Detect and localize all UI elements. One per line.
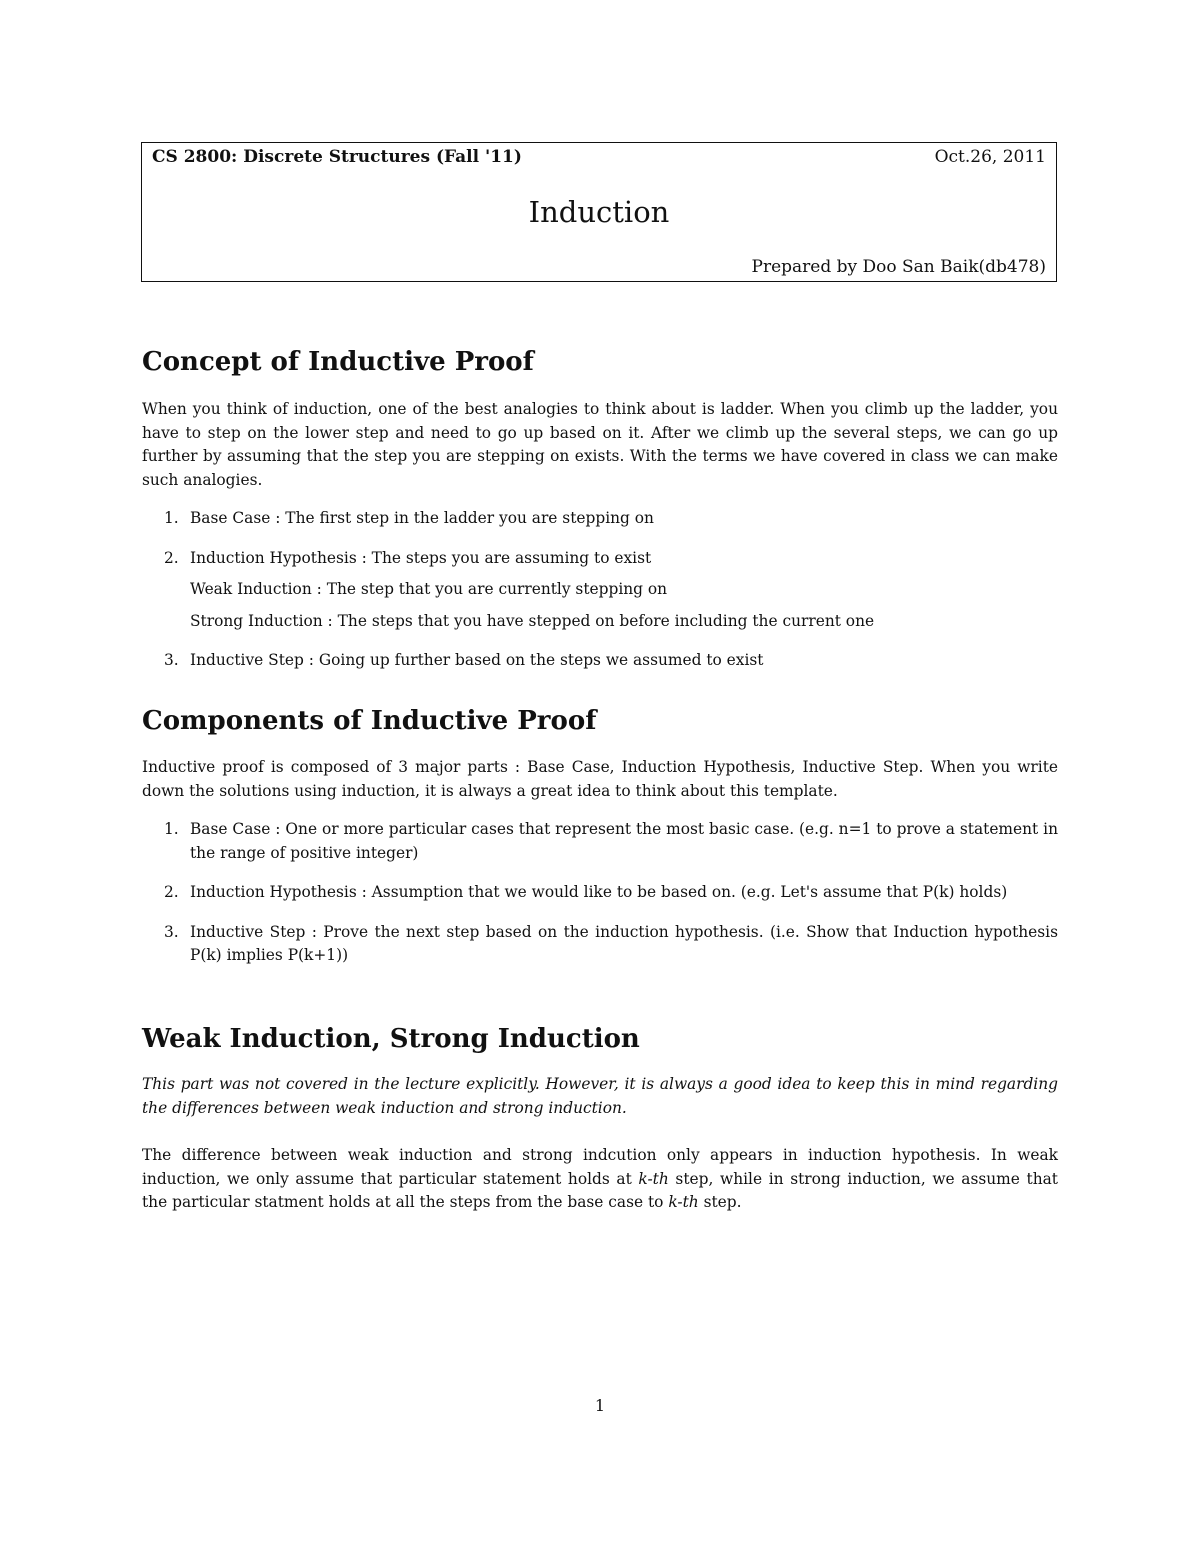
italic-note: This part was not covered in the lecture explicitly. However, it is always a good idea to keep this in mind regarding the differences between weak induction and strong induction. (142, 1075, 1058, 1117)
list-item-text: Base Case : One or more particular cases that represent the most basic case. (e.g. n=1 to prove a statement in the range of positive integer) (190, 820, 1058, 862)
paragraph-text: step. (698, 1193, 742, 1211)
list-number: 2. (164, 883, 179, 901)
list-number: 3. (164, 651, 179, 669)
list-item (142, 547, 1058, 571)
page-number: 1 (594, 1396, 606, 1415)
list-number: 2. (164, 548, 179, 567)
list-number: 1. (164, 820, 179, 838)
list-item (142, 507, 1058, 531)
list-item-text: Inductive Step : Prove the next step based on the induction hypothesis. (i.e. Show that Induction hypothesis P(k) implies P(k+1)) (190, 922, 1058, 964)
kth-term: k-th (668, 1193, 699, 1211)
list-item-text: Base Case : The first step in the ladder you are stepping on (190, 509, 654, 527)
components-list (142, 818, 1058, 968)
course-title: CS 2800: Discrete Structures (Fall '11) (152, 147, 522, 167)
header-box (141, 142, 1057, 282)
date: Oct.26, 2011 (934, 147, 1046, 167)
section-heading-concept: Concept of Inductive Proof (142, 347, 534, 377)
list-number: 3. (164, 922, 179, 941)
section-heading-components: Components of Inductive Proof (142, 706, 597, 736)
section-paragraph-components: Inductive proof is composed of 3 major parts : Base Case, Induction Hypothesis, Inductive Step. When you write down the solutions using induction, it is always a great idea to think about this template. (142, 758, 1058, 800)
section-paragraph-weak-strong (142, 1144, 1058, 1215)
list-item-text: Inductive Step : Going up further based on the steps we assumed to exist (190, 651, 764, 669)
section-heading-weak-strong: Weak Induction, Strong Induction (142, 1024, 640, 1054)
list-item-text: Induction Hypothesis : The steps you are assuming to exist (190, 548, 652, 567)
section-paragraph-concept: When you think of induction, one of the best analogies to think about is ladder. When you climb up the ladder, you have to step on the lower step and need to go up based on it. After we climb up the several steps, we can go up further by assuming that the step you are stepping on exists. With the terms we have covered in class we can make such analogies. (142, 400, 1058, 489)
list-number: 1. (164, 509, 179, 527)
document-title: Induction (528, 195, 670, 229)
sub-list-item: Weak Induction : The step that you are currently stepping on (190, 580, 668, 598)
author-line: Prepared by Doo San Baik(db478) (751, 257, 1046, 277)
concept-list (142, 507, 1058, 673)
list-item (142, 649, 1058, 673)
list-item (142, 881, 1058, 905)
kth-term: k-th (638, 1169, 669, 1188)
list-item (142, 818, 1058, 865)
paragraph-text: The difference between weak induction and strong indcution only appears in induction hypothesis. In weak induction, we only assume that particular statement holds at (142, 1146, 1058, 1188)
list-item-text: Induction Hypothesis : Assumption that we would like to be based on. (e.g. Let's assume that P(k) holds) (190, 883, 1008, 901)
list-item (142, 921, 1058, 968)
paragraph-text: step, while in strong induction, we assume that the particular statment holds at all the steps from the base case to (142, 1169, 1058, 1211)
sub-list-item: Strong Induction : The steps that you have stepped on before including the current one (190, 611, 875, 630)
